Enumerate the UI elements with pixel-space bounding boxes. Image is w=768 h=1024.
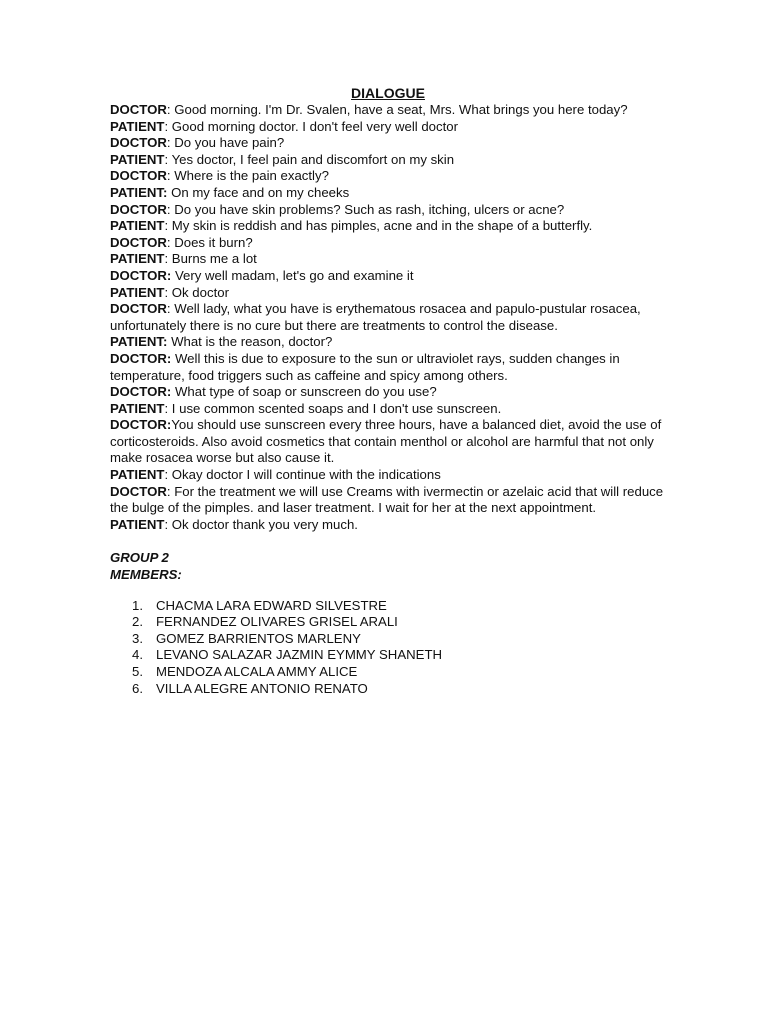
group-label: GROUP 2 (110, 550, 169, 566)
utterance-text: Ok doctor thank you very much. (171, 516, 358, 532)
speaker-label: DOCTOR (110, 234, 167, 250)
dialogue-line (110, 218, 666, 235)
utterance-text: Where is the pain exactly? (174, 168, 329, 184)
member-item (110, 631, 666, 648)
utterance-text: For the treatment we will use Creams with ivermectin or azelaic acid that will reduce the bulge of the pimples. and laser treatment. I wait for her at the next appointment. (110, 483, 664, 516)
utterance-text: Good morning doctor. I don't feel very well doctor (171, 118, 458, 134)
speaker-separator: : (166, 135, 175, 151)
dialogue-line (110, 251, 666, 268)
speaker-separator: : (164, 400, 172, 416)
speaker-label: PATIENT (110, 218, 165, 234)
speaker-separator: : (164, 151, 172, 167)
speaker-label: DOCTOR (110, 483, 167, 499)
speaker-separator: : (164, 467, 172, 483)
dialogue-line (110, 202, 666, 219)
speaker-label: DOCTOR (110, 168, 167, 184)
member-name: GOMEZ BARRIENTOS MARLENY (156, 630, 361, 646)
utterance-text: Do you have pain? (174, 135, 285, 151)
utterance-text: On my face and on my cheeks (171, 184, 350, 200)
member-name: FERNANDEZ OLIVARES GRISEL ARALI (156, 614, 398, 630)
member-number: 1. (132, 597, 143, 613)
dialogue-line (110, 185, 666, 202)
members-list (110, 598, 666, 698)
speaker-label: PATIENT (110, 467, 165, 483)
member-name: LEVANO SALAZAR JAZMIN EYMMY SHANETH (156, 647, 443, 663)
utterance-text: Well this is due to exposure to the sun or ultraviolet rays, sudden changes in temperature, food triggers such as caffeine and spicy among others. (110, 350, 620, 383)
speaker-separator: : (166, 201, 175, 217)
dialogue-section (110, 102, 666, 533)
member-number: 2. (132, 614, 143, 630)
utterance-text: Ok doctor (171, 284, 229, 300)
document-page (110, 85, 666, 697)
utterance-text: Yes doctor, I feel pain and discomfort on my skin (171, 151, 455, 167)
utterance-text: Burns me a lot (171, 251, 257, 267)
utterance-text: You should use sunscreen every three hours, have a balanced diet, avoid the use of corticosteroids. Also avoid cosmetics that contain menthol or alcohol are harmful that not only make rosacea worse but also cause it. (110, 417, 662, 466)
speaker-separator: : (166, 301, 175, 317)
speaker-label: DOCTOR: (110, 417, 172, 433)
members-label: MEMBERS: (110, 567, 182, 583)
member-number: 5. (132, 664, 143, 679)
speaker-separator: : (164, 218, 172, 234)
utterance-text: I use common scented soaps and I don't use sunscreen. (171, 400, 502, 416)
utterance-text: Do you have skin problems? Such as rash, itching, ulcers or acne? (174, 201, 565, 217)
dialogue-line (110, 102, 666, 119)
speaker-label: DOCTOR (110, 301, 167, 317)
dialogue-line (110, 268, 666, 285)
speaker-label: PATIENT (110, 118, 165, 134)
member-item (110, 664, 666, 681)
speaker-separator: : (166, 102, 175, 117)
dialogue-line (110, 168, 666, 185)
speaker-separator: : (164, 284, 172, 300)
member-name: CHACMA LARA EDWARD SILVESTRE (156, 597, 387, 613)
dialogue-line (110, 417, 666, 467)
speaker-label: DOCTOR (110, 102, 167, 117)
group-heading (110, 550, 666, 583)
speaker-label: PATIENT (110, 284, 165, 300)
speaker-separator: : (166, 234, 175, 250)
dialogue-line (110, 334, 666, 351)
dialogue-line (110, 467, 666, 484)
dialogue-line (110, 235, 666, 252)
dialogue-line (110, 384, 666, 401)
dialogue-line (110, 285, 666, 302)
speaker-label: DOCTOR: (110, 350, 172, 366)
member-name: VILLA ALEGRE ANTONIO RENATO (156, 680, 368, 696)
speaker-label: DOCTOR: (110, 267, 172, 283)
speaker-separator: : (166, 168, 175, 184)
speaker-label: DOCTOR (110, 135, 167, 151)
utterance-text: What type of soap or sunscreen do you use? (174, 384, 437, 400)
dialogue-line (110, 119, 666, 136)
utterance-text: Okay doctor I will continue with the indications (171, 467, 441, 483)
utterance-text: Well lady, what you have is erythematous rosacea and papulo-pustular rosacea, unfortunately there is no cure but there are treatments to control the disease. (110, 301, 641, 333)
member-item (110, 681, 666, 698)
speaker-separator: : (164, 118, 172, 134)
speaker-separator: : (164, 516, 172, 532)
dialogue-line (110, 301, 666, 334)
utterance-text: My skin is reddish and has pimples, acne and in the shape of a butterfly. (171, 218, 593, 234)
utterance-text: What is the reason, doctor? (171, 334, 333, 350)
dialogue-line (110, 135, 666, 152)
speaker-label: PATIENT: (110, 184, 168, 200)
member-name: MENDOZA ALCALA AMMY ALICE (156, 664, 358, 679)
speaker-label: PATIENT (110, 251, 165, 267)
speaker-label: PATIENT (110, 516, 165, 532)
member-number: 4. (132, 647, 143, 663)
utterance-text: Good morning. I'm Dr. Svalen, have a seat, Mrs. What brings you here today? (174, 102, 628, 117)
speaker-separator: : (164, 251, 172, 267)
utterance-text: Does it burn? (174, 234, 253, 250)
member-number: 6. (132, 680, 143, 696)
speaker-label: DOCTOR: (110, 384, 172, 400)
dialogue-line (110, 517, 666, 534)
utterance-text: Very well madam, let's go and examine it (174, 267, 414, 283)
document-title: DIALOGUE (351, 85, 425, 101)
dialogue-line (110, 401, 666, 418)
dialogue-line (110, 484, 666, 517)
speaker-label: PATIENT (110, 151, 165, 167)
member-item (110, 598, 666, 615)
member-item (110, 647, 666, 664)
member-item (110, 614, 666, 631)
speaker-label: PATIENT: (110, 334, 168, 350)
speaker-separator: : (166, 483, 175, 499)
dialogue-line (110, 351, 666, 384)
dialogue-line (110, 152, 666, 169)
speaker-label: PATIENT (110, 400, 165, 416)
speaker-label: DOCTOR (110, 201, 167, 217)
member-number: 3. (132, 630, 143, 646)
